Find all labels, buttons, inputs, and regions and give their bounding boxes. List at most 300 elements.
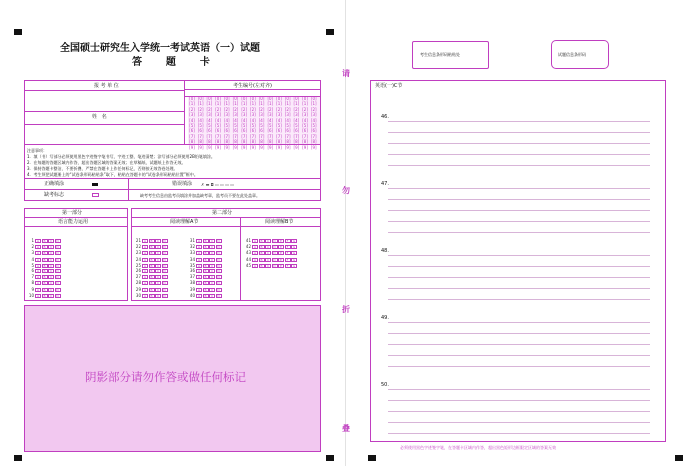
digit-bubble[interactable]: [3] [284,112,291,118]
option-bubble[interactable]: G [292,239,296,243]
digit-bubble[interactable]: [9] [223,144,230,150]
candidate-number-column[interactable] [214,96,222,150]
digit-bubble[interactable]: [7] [250,133,256,139]
option-bubble[interactable]: A [143,257,147,262]
digit-bubble[interactable]: [5] [250,123,256,129]
option-bubble[interactable]: A [143,269,147,273]
digit-bubble[interactable]: [3] [206,112,213,118]
writing-line[interactable] [388,199,650,200]
option-bubble[interactable]: B [43,275,46,280]
digit-bubble[interactable]: [1] [293,101,300,107]
option-bubble[interactable]: A [143,263,147,268]
option-bubble[interactable]: A [36,245,40,250]
writing-line[interactable] [388,277,650,278]
option-bubble[interactable]: C [210,239,214,243]
option-bubble[interactable]: A [36,293,40,298]
digit-bubble[interactable]: [8] [215,139,221,145]
option-bubble[interactable]: C [210,251,214,256]
option-bubble[interactable]: D [273,263,276,268]
candidate-number-column[interactable] [275,96,283,150]
option-bubble[interactable]: C [210,257,214,262]
option-bubble[interactable]: C [156,275,160,280]
option-bubble[interactable]: A [253,257,257,262]
digit-bubble[interactable]: [1] [189,101,195,107]
digit-bubble[interactable]: [0] [258,96,265,101]
digit-bubble[interactable]: [7] [215,133,221,139]
option-bubble[interactable]: E [278,258,284,262]
digit-bubble[interactable]: [6] [267,128,274,134]
digit-bubble[interactable]: [5] [241,123,248,129]
option-bubble[interactable]: C [156,281,160,286]
writing-line[interactable] [388,366,650,367]
digit-bubble[interactable]: [4] [276,117,282,123]
option-bubble[interactable]: A [253,263,257,268]
option-bubble[interactable]: A [253,251,257,256]
digit-bubble[interactable]: [7] [302,133,308,139]
option-bubble[interactable]: D [56,239,59,243]
option-bubble[interactable]: C [156,257,160,262]
option-bubble[interactable]: E [278,264,284,268]
candidate-number-column[interactable] [197,96,205,150]
option-bubble[interactable]: D [273,257,276,262]
digit-bubble[interactable]: [8] [284,139,291,145]
digit-bubble[interactable]: [3] [267,112,274,118]
option-bubble[interactable]: D [217,281,220,286]
digit-bubble[interactable]: [6] [250,128,256,134]
writing-line[interactable] [388,389,650,390]
name-field[interactable] [26,126,182,143]
digit-bubble[interactable]: [0] [232,96,239,101]
writing-line[interactable] [388,411,650,412]
option-bubble[interactable]: C [210,245,214,250]
candidate-number-grid[interactable] [188,96,320,150]
digit-bubble[interactable]: [8] [241,139,248,145]
option-bubble[interactable]: G [292,251,296,256]
missing-exam-checkbox[interactable] [92,193,99,197]
digit-bubble[interactable]: [6] [206,128,213,134]
digit-bubble[interactable]: [1] [267,101,274,107]
writing-line[interactable] [388,344,650,345]
option-bubble[interactable]: C [266,251,270,256]
option-bubble[interactable]: A [253,245,257,250]
option-bubble[interactable]: C [210,275,214,280]
digit-bubble[interactable]: [1] [223,101,230,107]
digit-bubble[interactable]: [0] [276,96,282,101]
digit-bubble[interactable]: [9] [276,144,282,150]
option-bubble[interactable]: G [292,257,296,262]
digit-bubble[interactable]: [5] [267,123,274,129]
option-bubble[interactable]: B [204,239,207,243]
option-bubble[interactable]: E [278,245,284,249]
digit-bubble[interactable]: [8] [258,139,265,145]
digit-bubble[interactable]: [3] [215,112,221,118]
writing-line[interactable] [388,333,650,334]
candidate-number-column[interactable] [292,96,300,150]
option-bubble[interactable]: A [143,275,147,280]
digit-bubble[interactable]: [3] [276,112,282,118]
option-bubble[interactable]: A [253,239,257,243]
writing-line[interactable] [388,400,650,401]
digit-bubble[interactable]: [0] [206,96,213,101]
option-bubble[interactable]: C [266,257,270,262]
digit-bubble[interactable]: [5] [206,123,213,129]
digit-bubble[interactable]: [1] [206,101,213,107]
option-bubble[interactable]: A [36,251,40,256]
digit-bubble[interactable]: [7] [284,133,291,139]
option-bubble[interactable]: F [285,264,291,268]
option-bubble[interactable]: E [278,239,284,243]
option-bubble[interactable]: D [217,275,220,280]
digit-bubble[interactable]: [3] [302,112,308,118]
option-bubble[interactable]: D [273,251,276,256]
digit-bubble[interactable]: [0] [241,96,248,101]
digit-bubble[interactable]: [4] [267,117,274,123]
digit-bubble[interactable]: [6] [293,128,300,134]
option-bubble[interactable]: B [43,239,46,243]
digit-bubble[interactable]: [7] [197,133,204,139]
option-bubble[interactable]: G [292,245,296,250]
option-bubble[interactable]: B [204,275,207,280]
option-bubble[interactable]: C [210,287,214,292]
digit-bubble[interactable]: [7] [276,133,282,139]
option-bubble[interactable]: A [36,275,40,280]
option-bubble[interactable]: C [49,281,53,286]
digit-bubble[interactable]: [7] [206,133,213,139]
digit-bubble[interactable]: [5] [223,123,230,129]
option-bubble[interactable]: D [217,239,220,243]
digit-bubble[interactable]: [4] [310,117,317,123]
option-bubble[interactable]: C [266,263,270,268]
digit-bubble[interactable]: [2] [276,106,282,112]
digit-bubble[interactable]: [4] [206,117,213,123]
writing-line[interactable] [388,143,650,144]
option-bubble[interactable]: C [156,251,160,256]
option-bubble[interactable]: B [260,257,263,262]
digit-bubble[interactable]: [1] [258,101,265,107]
option-bubble[interactable]: C [210,293,214,298]
candidate-number-column[interactable] [301,96,309,150]
option-bubble[interactable]: D [56,257,59,262]
option-bubble[interactable]: C [49,245,53,250]
option-bubble[interactable]: C [156,287,160,292]
digit-bubble[interactable]: [3] [197,112,204,118]
digit-bubble[interactable]: [2] [215,106,221,112]
option-bubble[interactable]: B [150,269,153,273]
option-bubble[interactable]: A [197,293,201,298]
digit-bubble[interactable]: [0] [293,96,300,101]
digit-bubble[interactable]: [7] [258,133,265,139]
option-bubble[interactable]: D [163,269,166,273]
option-bubble[interactable]: D [273,239,276,243]
digit-bubble[interactable]: [2] [206,106,213,112]
option-bubble[interactable]: D [163,287,166,292]
digit-bubble[interactable]: [9] [293,144,300,150]
writing-line[interactable] [388,255,650,256]
option-bubble[interactable]: D [163,251,166,256]
option-bubble[interactable]: C [210,269,214,273]
option-bubble[interactable]: A [36,269,40,273]
digit-bubble[interactable]: [2] [293,106,300,112]
option-bubble[interactable]: C [156,293,160,298]
digit-bubble[interactable]: [7] [232,133,239,139]
digit-bubble[interactable]: [5] [284,123,291,129]
option-bubble[interactable]: C [49,263,53,268]
writing-line[interactable] [388,299,650,300]
option-bubble[interactable]: D [273,245,276,250]
digit-bubble[interactable]: [1] [310,101,317,107]
option-bubble[interactable]: D [217,257,220,262]
option-bubble[interactable]: B [260,263,263,268]
option-bubble[interactable]: B [150,239,153,243]
digit-bubble[interactable]: [4] [215,117,221,123]
option-bubble[interactable]: B [204,287,207,292]
writing-line[interactable] [388,188,650,189]
option-bubble[interactable]: A [143,287,147,292]
option-bubble[interactable]: F [285,245,291,249]
digit-bubble[interactable]: [0] [284,96,291,101]
digit-bubble[interactable]: [5] [258,123,265,129]
digit-bubble[interactable]: [7] [310,133,317,139]
digit-bubble[interactable]: [6] [310,128,317,134]
digit-bubble[interactable]: [2] [250,106,256,112]
option-bubble[interactable]: G [292,263,296,268]
option-bubble[interactable]: D [217,269,220,273]
candidate-number-column[interactable] [205,96,213,150]
digit-bubble[interactable]: [0] [267,96,274,101]
option-bubble[interactable]: D [217,263,220,268]
digit-bubble[interactable]: [6] [258,128,265,134]
option-bubble[interactable]: D [56,287,59,292]
option-bubble[interactable]: C [156,263,160,268]
option-bubble[interactable]: B [43,251,46,256]
digit-bubble[interactable]: [6] [189,128,195,134]
option-bubble[interactable]: B [150,251,153,256]
digit-bubble[interactable]: [7] [241,133,248,139]
digit-bubble[interactable]: [6] [241,128,248,134]
writing-area[interactable] [370,80,666,442]
option-bubble[interactable]: D [217,245,220,250]
digit-bubble[interactable]: [8] [267,139,274,145]
digit-bubble[interactable]: [6] [302,128,308,134]
digit-bubble[interactable]: [5] [293,123,300,129]
digit-bubble[interactable]: [5] [302,123,308,129]
writing-line[interactable] [388,121,650,122]
digit-bubble[interactable]: [2] [241,106,248,112]
candidate-number-column[interactable] [258,96,266,150]
digit-bubble[interactable]: [6] [197,128,204,134]
digit-bubble[interactable]: [9] [197,144,204,150]
option-bubble[interactable]: A [143,239,147,243]
digit-bubble[interactable]: [9] [302,144,308,150]
option-bubble[interactable]: D [217,251,220,256]
candidate-number-column[interactable] [310,96,318,150]
option-bubble[interactable]: E [278,251,284,255]
option-bubble[interactable]: D [217,287,220,292]
writing-line[interactable] [388,232,650,233]
digit-bubble[interactable]: [3] [241,112,248,118]
digit-bubble[interactable]: [9] [232,144,239,150]
digit-bubble[interactable]: [1] [250,101,256,107]
digit-bubble[interactable]: [4] [223,117,230,123]
option-bubble[interactable]: A [197,287,201,292]
option-bubble[interactable]: D [163,263,166,268]
option-bubble[interactable]: B [150,293,153,298]
option-bubble[interactable]: A [197,281,201,286]
digit-bubble[interactable]: [8] [293,139,300,145]
option-bubble[interactable]: A [197,275,201,280]
digit-bubble[interactable]: [8] [276,139,282,145]
digit-bubble[interactable]: [1] [276,101,282,107]
digit-bubble[interactable]: [9] [258,144,265,150]
option-bubble[interactable]: D [163,245,166,250]
digit-bubble[interactable]: [4] [197,117,204,123]
digit-bubble[interactable]: [8] [189,139,195,145]
option-bubble[interactable]: D [56,269,59,273]
digit-bubble[interactable]: [0] [197,96,204,101]
digit-bubble[interactable]: [9] [206,144,213,150]
option-bubble[interactable]: C [49,239,53,243]
exam-unit-field[interactable] [26,92,182,110]
digit-bubble[interactable]: [5] [232,123,239,129]
candidate-number-column[interactable] [223,96,231,150]
option-bubble[interactable]: B [43,269,46,273]
digit-bubble[interactable]: [2] [310,106,317,112]
digit-bubble[interactable]: [5] [276,123,282,129]
option-bubble[interactable]: C [266,239,270,243]
option-bubble[interactable]: B [150,257,153,262]
option-bubble[interactable]: B [43,287,46,292]
digit-bubble[interactable]: [9] [310,144,317,150]
option-bubble[interactable]: B [43,281,46,286]
digit-bubble[interactable]: [6] [223,128,230,134]
writing-line[interactable] [388,154,650,155]
option-bubble[interactable]: B [150,275,153,280]
digit-bubble[interactable]: [7] [223,133,230,139]
option-bubble[interactable]: B [43,257,46,262]
digit-bubble[interactable]: [8] [302,139,308,145]
option-bubble[interactable]: B [43,245,46,250]
option-bubble[interactable]: D [56,245,59,250]
option-bubble[interactable]: B [150,245,153,250]
option-bubble[interactable]: D [56,293,59,298]
digit-bubble[interactable]: [1] [302,101,308,107]
option-bubble[interactable]: D [56,275,59,280]
option-bubble[interactable]: B [260,251,263,256]
option-bubble[interactable]: D [163,293,166,298]
option-bubble[interactable]: B [260,245,263,250]
option-bubble[interactable]: B [204,263,207,268]
option-bubble[interactable]: A [197,239,201,243]
digit-bubble[interactable]: [2] [258,106,265,112]
digit-bubble[interactable]: [3] [232,112,239,118]
digit-bubble[interactable]: [2] [284,106,291,112]
option-bubble[interactable]: B [204,245,207,250]
digit-bubble[interactable]: [4] [302,117,308,123]
candidate-number-column[interactable] [240,96,248,150]
digit-bubble[interactable]: [0] [310,96,317,101]
option-bubble[interactable]: B [204,281,207,286]
digit-bubble[interactable]: [3] [258,112,265,118]
digit-bubble[interactable]: [7] [293,133,300,139]
option-bubble[interactable]: F [285,251,291,255]
option-bubble[interactable]: A [143,251,147,256]
option-bubble[interactable]: B [150,287,153,292]
digit-bubble[interactable]: [4] [189,117,195,123]
digit-bubble[interactable]: [4] [232,117,239,123]
digit-bubble[interactable]: [8] [206,139,213,145]
option-bubble[interactable]: C [156,239,160,243]
digit-bubble[interactable]: [6] [232,128,239,134]
digit-bubble[interactable]: [6] [276,128,282,134]
option-bubble[interactable]: B [43,293,46,298]
digit-bubble[interactable]: [4] [284,117,291,123]
digit-bubble[interactable]: [0] [215,96,221,101]
option-bubble[interactable]: B [204,257,207,262]
option-bubble[interactable]: A [143,293,147,298]
digit-bubble[interactable]: [4] [241,117,248,123]
digit-bubble[interactable]: [2] [267,106,274,112]
option-bubble[interactable]: C [156,269,160,273]
option-bubble[interactable]: C [49,269,53,273]
option-bubble[interactable]: B [204,293,207,298]
digit-bubble[interactable]: [4] [258,117,265,123]
writing-line[interactable] [388,422,650,423]
digit-bubble[interactable]: [0] [189,96,195,101]
option-bubble[interactable]: C [49,293,53,298]
option-bubble[interactable]: C [49,257,53,262]
writing-line[interactable] [388,355,650,356]
digit-bubble[interactable]: [9] [250,144,256,150]
digit-bubble[interactable]: [8] [232,139,239,145]
digit-bubble[interactable]: [0] [223,96,230,101]
digit-bubble[interactable]: [2] [223,106,230,112]
option-bubble[interactable]: B [204,269,207,273]
option-bubble[interactable]: A [143,245,147,250]
option-bubble[interactable]: D [217,293,220,298]
option-bubble[interactable]: C [210,281,214,286]
digit-bubble[interactable]: [7] [267,133,274,139]
writing-line[interactable] [388,322,650,323]
writing-line[interactable] [388,221,650,222]
option-bubble[interactable]: D [163,239,166,243]
digit-bubble[interactable]: [1] [215,101,221,107]
writing-line[interactable] [388,433,650,434]
digit-bubble[interactable]: [4] [250,117,256,123]
digit-bubble[interactable]: [0] [250,96,256,101]
digit-bubble[interactable]: [5] [310,123,317,129]
writing-line[interactable] [388,266,650,267]
option-bubble[interactable]: A [197,251,201,256]
candidate-number-column[interactable] [232,96,240,150]
digit-bubble[interactable]: [1] [284,101,291,107]
option-bubble[interactable]: F [285,258,291,262]
writing-line[interactable] [388,288,650,289]
option-bubble[interactable]: A [36,281,40,286]
option-bubble[interactable]: A [36,263,40,268]
option-bubble[interactable]: C [49,251,53,256]
option-bubble[interactable]: A [197,269,201,273]
option-bubble[interactable]: F [285,239,291,243]
option-bubble[interactable]: D [56,251,59,256]
digit-bubble[interactable]: [2] [232,106,239,112]
option-bubble[interactable]: A [197,263,201,268]
digit-bubble[interactable]: [2] [189,106,195,112]
option-bubble[interactable]: D [163,281,166,286]
digit-bubble[interactable]: [9] [215,144,221,150]
digit-bubble[interactable]: [5] [215,123,221,129]
digit-bubble[interactable]: [1] [197,101,204,107]
digit-bubble[interactable]: [7] [189,133,195,139]
